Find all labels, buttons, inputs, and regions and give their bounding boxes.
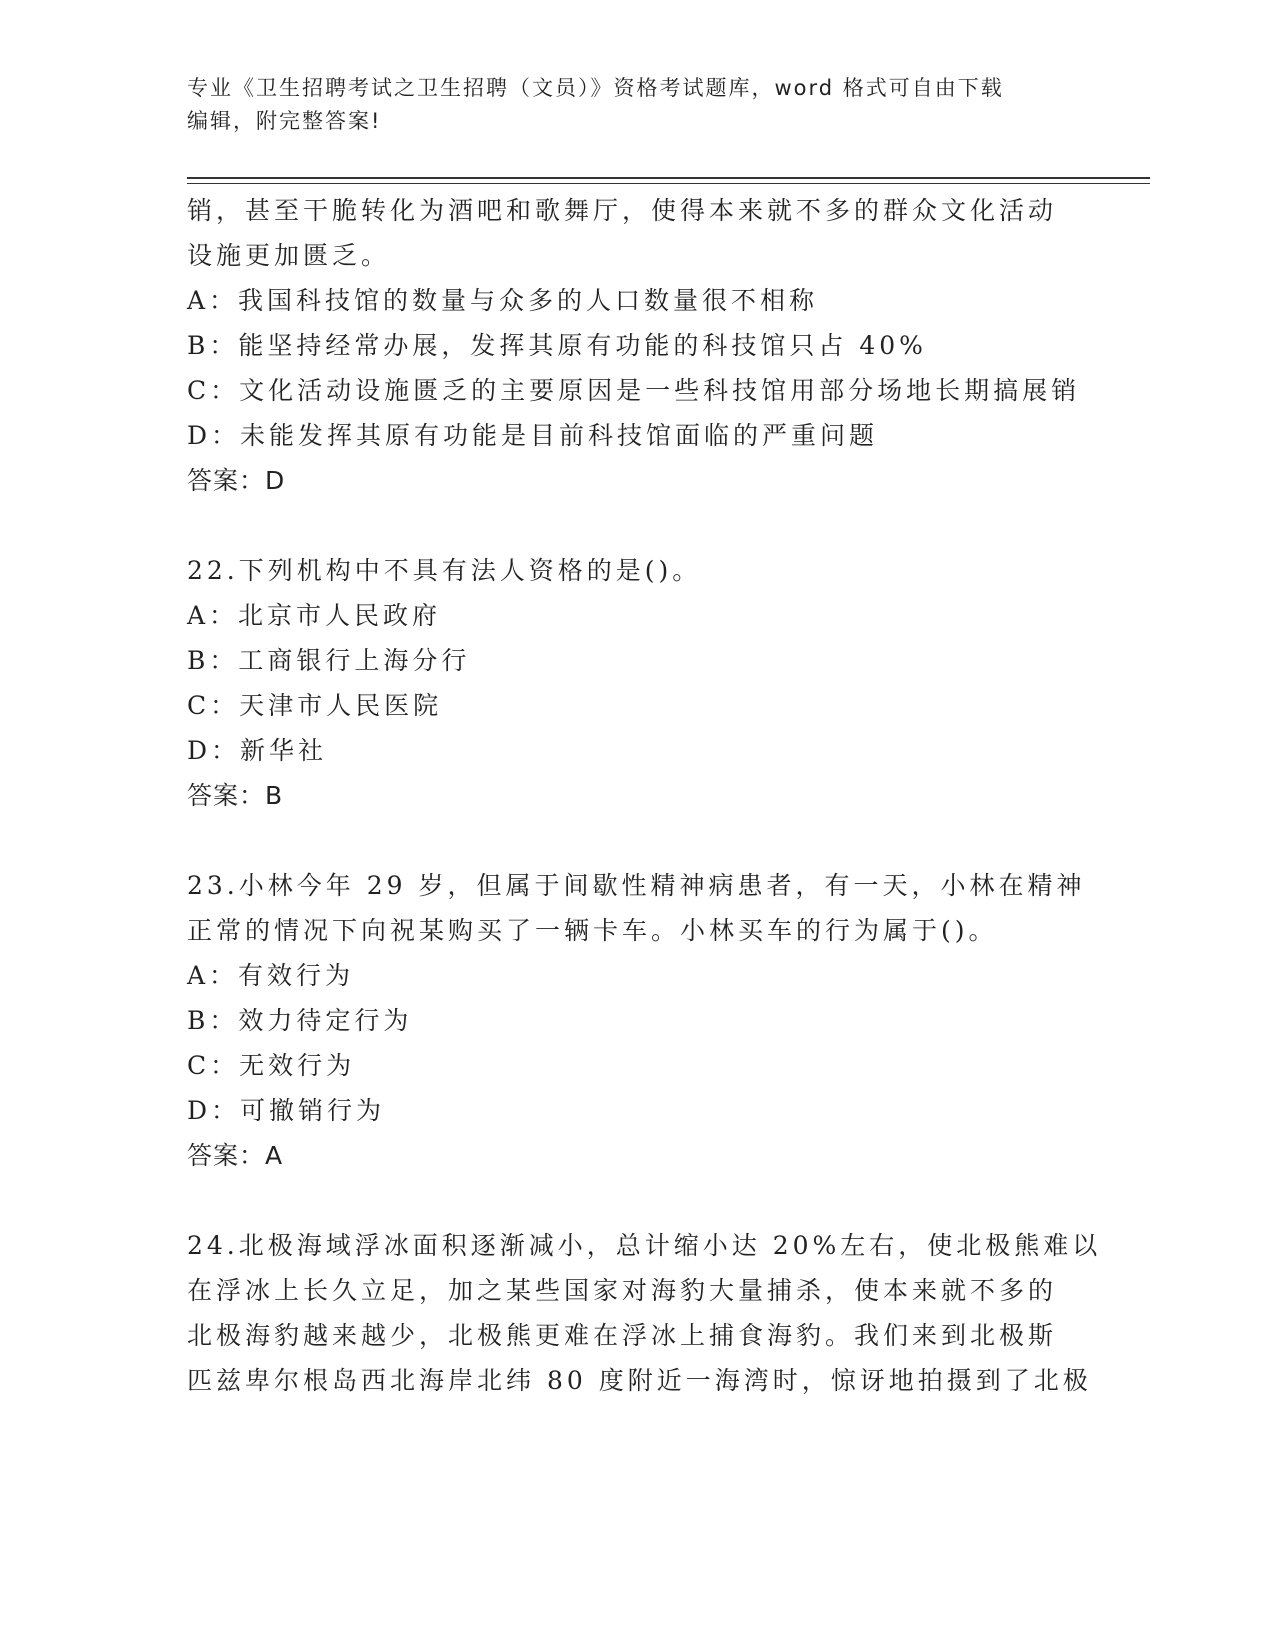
header-line-1: 专业《卫生招聘考试之卫生招聘（文员）》资格考试题库，word 格式可自由下载 bbox=[187, 76, 1004, 100]
question-text-line: 23.小林今年 29 岁，但属于间歇性精神病患者，有一天，小林在精神 bbox=[187, 871, 1086, 900]
question-text-line: 销，甚至干脆转化为酒吧和歌舞厅，使得本来就不多的群众文化活动 bbox=[187, 196, 1058, 225]
option-b: B：工商银行上海分行 bbox=[187, 646, 471, 675]
option-a: A：北京市人民政府 bbox=[187, 601, 442, 630]
question-text-line: 24.北极海域浮冰面积逐渐减小，总计缩小达 20%左右，使北极熊难以 bbox=[187, 1231, 1102, 1260]
option-d: D：未能发挥其原有功能是目前科技馆面临的严重问题 bbox=[187, 421, 879, 450]
document-header bbox=[187, 72, 1067, 138]
option-a: A：我国科技馆的数量与众多的人口数量很不相称 bbox=[187, 286, 819, 315]
header-divider-thin bbox=[187, 183, 1150, 184]
answer-label: 答案：A bbox=[187, 1141, 284, 1170]
question-22 bbox=[187, 548, 1087, 818]
option-b: B：能坚持经常办展，发挥其原有功能的科技馆只占 40% bbox=[187, 331, 927, 360]
option-c: C：无效行为 bbox=[187, 1051, 356, 1080]
option-c: C：文化活动设施匮乏的主要原因是一些科技馆用部分场地长期搞展销 bbox=[187, 376, 1081, 405]
option-c: C：天津市人民医院 bbox=[187, 691, 443, 720]
question-text-line: 北极海豹越来越少，北极熊更难在浮冰上捕食海豹。我们来到北极斯 bbox=[187, 1321, 1058, 1350]
spacer bbox=[187, 503, 1087, 548]
question-23 bbox=[187, 863, 1087, 1178]
question-text-line: 22.下列机构中不具有法人资格的是()。 bbox=[187, 556, 702, 585]
question-text-line: 在浮冰上长久立足，加之某些国家对海豹大量捕杀，使本来就不多的 bbox=[187, 1276, 1058, 1305]
question-text-line: 设施更加匮乏。 bbox=[187, 241, 391, 270]
question-24 bbox=[187, 1223, 1102, 1403]
option-b: B：效力待定行为 bbox=[187, 1006, 413, 1035]
answer-label: 答案：D bbox=[187, 466, 286, 495]
spacer bbox=[187, 818, 1087, 863]
question-text-line: 正常的情况下向祝某购买了一辆卡车。小林买车的行为属于()。 bbox=[187, 916, 998, 945]
document-body bbox=[187, 188, 1102, 1403]
header-divider-thick bbox=[187, 177, 1150, 179]
question-21 bbox=[187, 188, 1087, 503]
option-d: D：可撤销行为 bbox=[187, 1096, 386, 1125]
spacer bbox=[187, 1178, 1087, 1223]
option-a: A：有效行为 bbox=[187, 961, 355, 990]
header-line-2: 编辑，附完整答案! bbox=[187, 109, 382, 133]
answer-label: 答案：B bbox=[187, 781, 284, 810]
option-d: D：新华社 bbox=[187, 736, 328, 765]
question-text-line: 匹兹卑尔根岛西北海岸北纬 80 度附近一海湾时，惊讶地拍摄到了北极 bbox=[187, 1366, 1092, 1395]
